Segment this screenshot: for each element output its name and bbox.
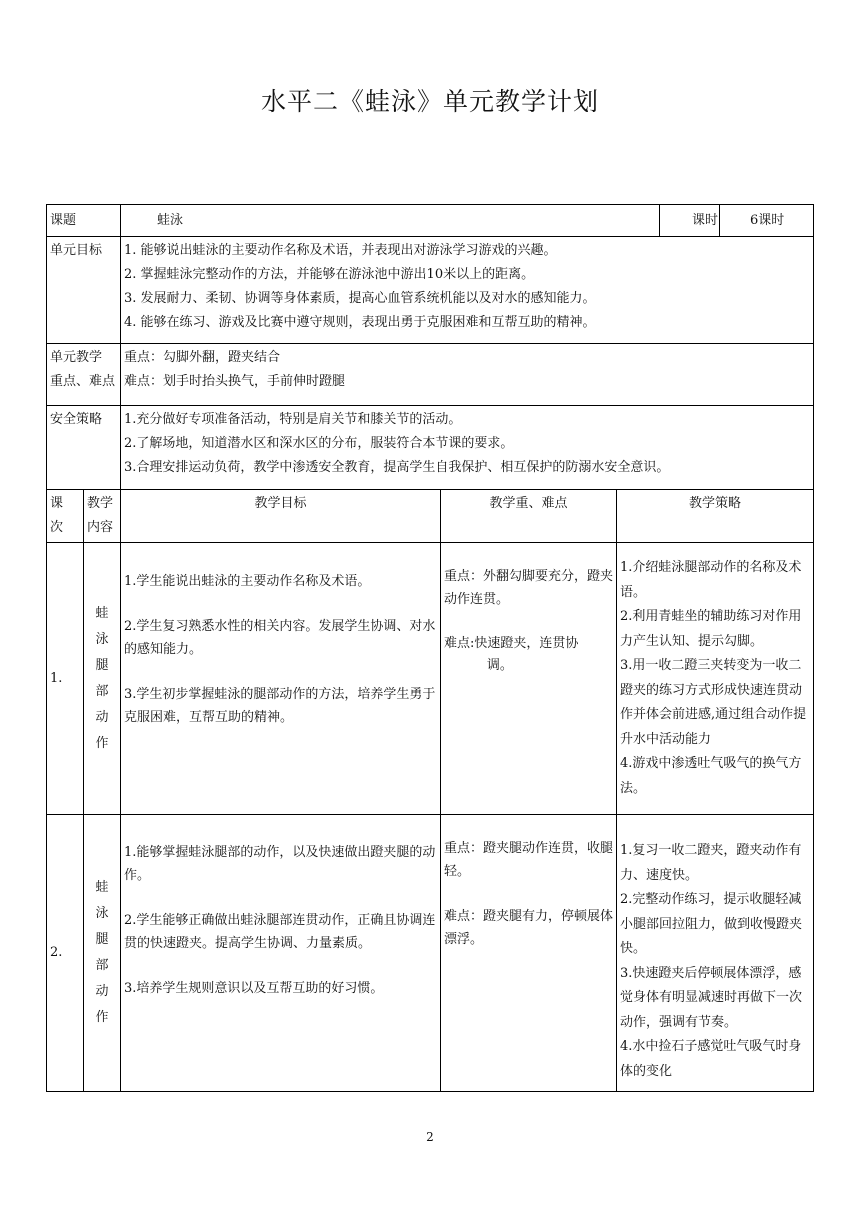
safety-item: 3.合理安排运动负荷，教学中渗透安全教育，提高学生自我保护、相互保护的防溺水安全意识。 [124, 460, 670, 475]
lesson-strategy-item: 1.介绍蛙泳腿部动作的名称及术语。 [620, 560, 802, 600]
lesson-strategy-item: 2.利用青蛙坐的辅助练习对作用力产生认知、提示勾脚。 [620, 609, 802, 649]
lesson-no-header [47, 490, 84, 543]
lesson-strategy [617, 815, 814, 1092]
key-points-label-line1: 单元教学 [50, 350, 103, 365]
safety-row [47, 406, 814, 490]
hours-value: 6课时 [720, 205, 814, 237]
key-points-label-line2: 重点、难点 [50, 374, 116, 389]
lesson-header-row [47, 490, 814, 543]
lesson-content-char: 作 [95, 1010, 109, 1025]
unit-plan-table [46, 204, 814, 1092]
lesson-content-char: 蛙 [95, 880, 109, 895]
lesson-objectives [121, 543, 441, 815]
safety-list [121, 406, 814, 490]
topic-row [47, 205, 814, 237]
lesson-focus: 重点：蹬夹腿动作连贯，收腿轻。 [444, 841, 614, 879]
lesson-content-char: 泳 [95, 631, 109, 647]
lesson-strategy-item: 4.水中捡石子感觉吐气吸气时身体的变化 [620, 1039, 802, 1079]
lesson-row [47, 543, 814, 815]
lesson-content-char: 腿 [95, 932, 109, 947]
lesson-difficulty [444, 633, 613, 677]
lesson-objectives [121, 815, 441, 1092]
safety-item: 2.了解场地，知道潜水区和深水区的分布，服装符合本节课的要求。 [124, 436, 514, 451]
lesson-keypoints [441, 815, 617, 1092]
unit-goal-item: 1. 能够说出蛙泳的主要动作名称及术语，并表现出对游泳学习游戏的兴趣。 [124, 243, 557, 258]
lesson-strategy-item: 2.完整动作练习，提示收腿轻减小腿部回拉阻力，做到收慢蹬夹快。 [620, 892, 803, 956]
lesson-difficulty: 难点：蹬夹腿有力，停顿展体漂浮。 [444, 909, 614, 947]
key-points-text [121, 344, 814, 406]
unit-goals-list [121, 237, 814, 344]
unit-goal-item: 4. 能够在练习、游戏及比赛中遵守规则，表现出勇于克服困难和互帮互助的精神。 [124, 315, 596, 330]
strategy-header: 教学策略 [617, 490, 814, 543]
lesson-no-header-line1: 课 [50, 496, 64, 511]
lesson-number: 2. [47, 815, 84, 1092]
lesson-difficulty-line1: 难点:快速蹬夹，连贯协 [444, 636, 579, 651]
topic-label: 课题 [47, 205, 121, 237]
lesson-content-char: 部 [95, 683, 109, 699]
lesson-strategy-item: 1.复习一收二蹬夹，蹬夹动作有力、速度快。 [620, 843, 802, 883]
lesson-content-char: 动 [95, 709, 109, 725]
lesson-content [84, 543, 121, 815]
lesson-content-header-line2: 内容 [87, 520, 114, 535]
lesson-objective: 1.学生能说出蛙泳的主要动作名称及术语。 [124, 574, 371, 589]
objectives-header: 教学目标 [121, 490, 441, 543]
lesson-content [84, 815, 121, 1092]
safety-label: 安全策略 [47, 406, 121, 490]
lesson-objective: 1.能够掌握蛙泳腿部的动作，以及快速做出蹬夹腿的动作。 [124, 845, 436, 883]
lesson-content-char: 腿 [95, 657, 109, 673]
unit-goal-item: 3. 发展耐力、柔韧、协调等身体素质，提高心血管系统机能以及对水的感知能力。 [124, 291, 596, 306]
unit-difficulty: 难点：划手时抬头换气，手前伸时蹬腿 [124, 374, 346, 389]
lesson-strategy-item: 3.快速蹬夹后停顿展体漂浮，感觉身体有明显减速时再做下一次动作，强调有节奏。 [620, 965, 803, 1030]
lesson-objective: 2.学生复习熟悉水性的相关内容。发展学生协调、对水的感知能力。 [124, 619, 436, 657]
hours-label: 课时 [660, 205, 720, 237]
unit-goals-row [47, 237, 814, 344]
key-points-label [47, 344, 121, 406]
lesson-difficulty-line2: 调。 [486, 658, 513, 673]
lesson-objective: 3.培养学生规则意识以及互帮互助的好习惯。 [124, 981, 384, 996]
lesson-row [47, 815, 814, 1092]
lesson-content-char: 动 [95, 984, 109, 999]
lesson-objective: 2.学生能够正确做出蛙泳腿部连贯动作，正确且协调连贯的快速蹬夹。提高学生协调、力量素质。 [124, 913, 436, 951]
lesson-content-char: 部 [95, 958, 109, 973]
lesson-content-header [84, 490, 121, 543]
lesson-content-header-line1: 教学 [87, 496, 114, 511]
key-points-row [47, 344, 814, 406]
lesson-strategy-item: 4.游戏中渗透吐气吸气的换气方法。 [620, 756, 802, 796]
unit-focus: 重点：勾脚外翻，蹬夹结合 [124, 350, 281, 365]
topic-value: 蛙泳 [121, 205, 660, 237]
safety-item: 1.充分做好专项准备活动，特别是肩关节和膝关节的活动。 [124, 412, 462, 427]
unit-goal-item: 2. 掌握蛙泳完整动作的方法，并能够在游泳池中游出10米以上的距离。 [124, 267, 535, 282]
page-number: 2 [426, 1130, 434, 1144]
unit-goals-label: 单元目标 [47, 237, 121, 344]
lesson-content-char: 作 [95, 735, 109, 751]
lesson-content-char: 泳 [95, 906, 109, 921]
document-title: 水平二《蛙泳》单元教学计划 [260, 87, 599, 116]
lesson-keypoints [441, 543, 617, 815]
keypoints-header: 教学重、难点 [441, 490, 617, 543]
lesson-content-char: 蛙 [95, 605, 109, 621]
lesson-focus: 重点：外翻勾脚要充分，蹬夹动作连贯。 [444, 569, 614, 607]
lesson-strategy-item: 3.用一收二蹬三夹转变为一收二蹬夹的练习方式形成快速连贯动作并体会前进感,通过组合动作提升水中活动能力 [620, 658, 807, 747]
lesson-strategy [617, 543, 814, 815]
lesson-number: 1. [47, 543, 84, 815]
lesson-no-header-line2: 次 [50, 520, 64, 535]
lesson-objective: 3.学生初步掌握蛙泳的腿部动作的方法，培养学生勇于克服困难，互帮互助的精神。 [124, 687, 436, 725]
